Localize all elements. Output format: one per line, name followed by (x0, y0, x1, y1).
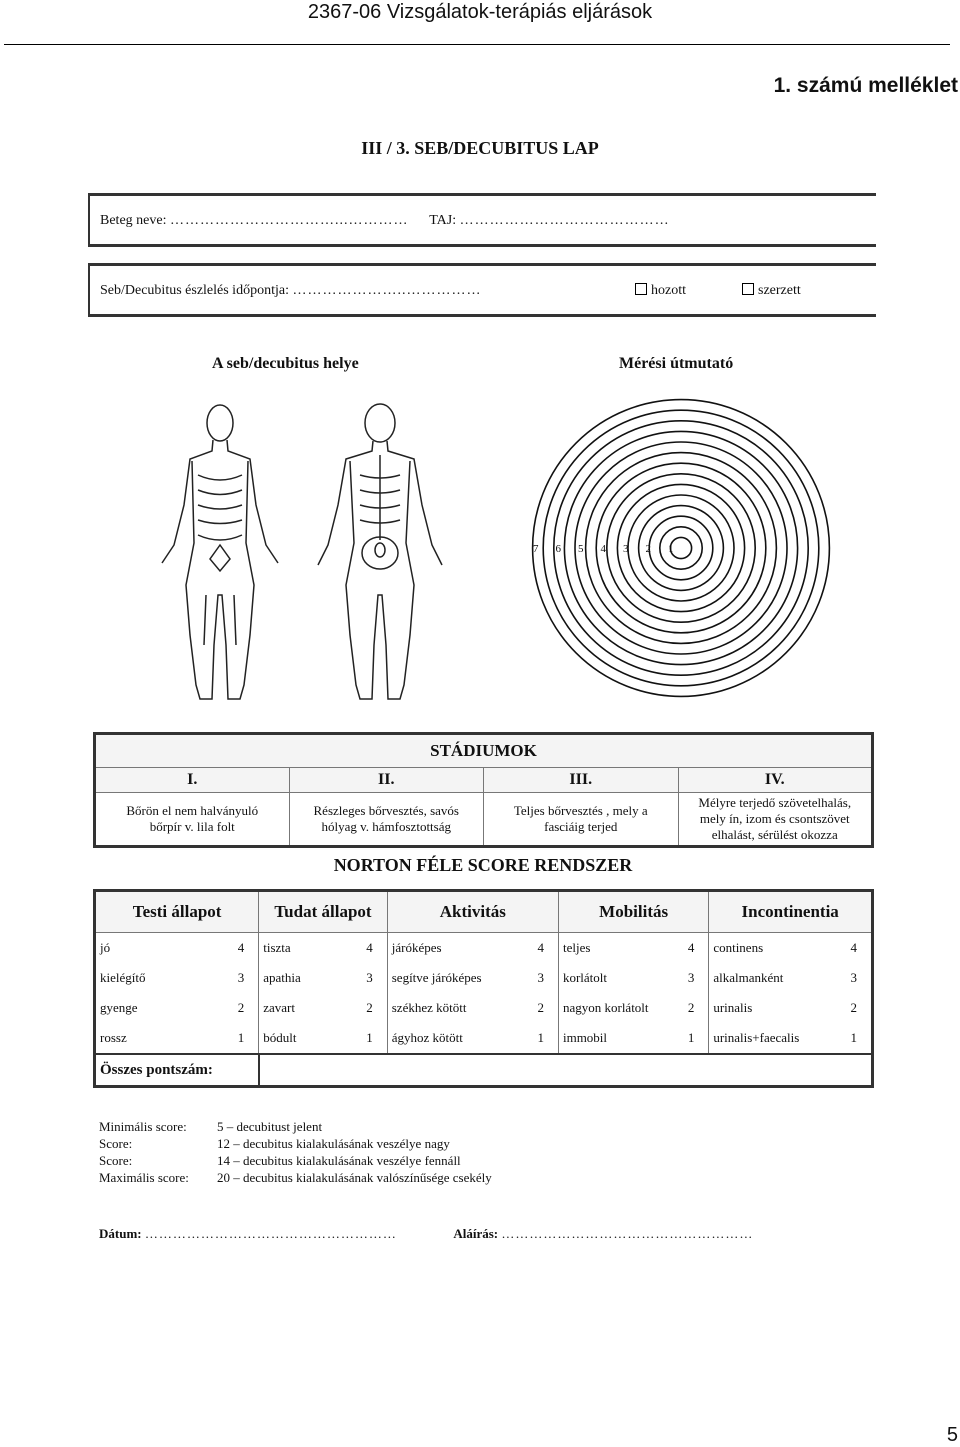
norton-cell-label: ágyhoz kötött (391, 1030, 463, 1045)
ring (596, 463, 766, 633)
ring-label: 5 (578, 543, 584, 555)
ring (628, 495, 734, 601)
norton-cell-label: járóképes (391, 940, 442, 955)
body-diagram (140, 395, 460, 715)
annex-label: 1. számú melléklet (773, 74, 958, 97)
opt-hozott-label: hozott (651, 283, 686, 298)
stage-desc-line: Mélyre terjedő szövetelhalás, (698, 795, 852, 810)
ring (617, 484, 744, 611)
norton-table (93, 889, 874, 1088)
measure-heading: Mérési útmutató (619, 355, 734, 372)
observed-date-field[interactable]: …………………..…………… (292, 283, 482, 298)
norton-header: Aktivitás (387, 891, 558, 933)
front-body-icon (162, 405, 278, 699)
stage-desc (95, 793, 290, 847)
score-legend (99, 1118, 492, 1186)
legend-key: Score: (99, 1136, 133, 1151)
norton-cell-value: 3 (839, 963, 873, 993)
norton-cell-value: 1 (678, 1023, 709, 1054)
legend-row (99, 1169, 492, 1186)
norton-header: Testi állapot (95, 891, 259, 933)
back-body-icon (318, 404, 442, 699)
stage-num: II. (289, 768, 484, 793)
date-label: Dátum: (99, 1226, 142, 1241)
measurement-target (528, 398, 834, 704)
norton-cell-label: bódult (263, 1030, 297, 1045)
signature-field[interactable]: ……………………………………………… (501, 1226, 754, 1241)
ring-label: 3 (623, 543, 629, 555)
opt-szerzett-label: szerzett (758, 283, 801, 298)
norton-cell-label: alkalmanként (713, 970, 784, 985)
stage-desc (678, 793, 873, 847)
form-title (0, 138, 960, 159)
checkbox-icon[interactable] (742, 283, 754, 295)
opt-hozott[interactable] (635, 283, 686, 299)
stage-desc-line: elhalást, sérülést okozza (711, 827, 838, 842)
norton-cell-label: jó (100, 940, 111, 955)
ring (554, 421, 808, 675)
norton-cell-value: 4 (358, 933, 387, 964)
norton-row (95, 993, 873, 1023)
norton-cell-value: 3 (678, 963, 709, 993)
norton-cell-label: rossz (100, 1030, 127, 1045)
norton-cell-label: kielégítő (100, 970, 146, 985)
norton-row (95, 963, 873, 993)
patient-name-field[interactable]: ……………………………...………… (169, 213, 409, 228)
stage-desc-line: mely ín, izom és csontszövet (699, 811, 850, 826)
stage-num: IV. (678, 768, 873, 793)
norton-cell-value: 2 (527, 993, 559, 1023)
norton-cell-label: nagyon korlátolt (562, 1000, 649, 1015)
norton-cell-label: teljes (562, 940, 591, 955)
total-field[interactable] (259, 1054, 873, 1087)
form-title-text: III / 3. SEB/DECUBITUS LAP (361, 138, 599, 158)
norton-cell-label: korlátolt (562, 970, 608, 985)
legend-row (99, 1152, 492, 1169)
norton-cell-value: 4 (527, 933, 559, 964)
ring-label: 6 (555, 543, 561, 555)
stage-desc-line: Bőrön el nem halványuló (126, 803, 259, 818)
ring-label: 1 (668, 543, 674, 555)
ring (607, 474, 755, 622)
patient-box (88, 193, 876, 247)
stage-desc-line: Részleges bőrvesztés, savós (313, 803, 459, 818)
norton-title: NORTON FÉLE SCORE RENDSZER (333, 855, 633, 875)
norton-cell-value: 2 (839, 993, 873, 1023)
norton-cell-value: 1 (527, 1023, 559, 1054)
signature-row (99, 1226, 753, 1242)
ring (639, 506, 724, 591)
ring-label: 4 (600, 543, 606, 555)
stage-num: I. (95, 768, 290, 793)
ring (586, 453, 777, 644)
observed-label: Seb/Decubitus észlelés időpontja: (100, 283, 289, 298)
norton-cell-label: continens (713, 940, 764, 955)
taj-field[interactable]: …………………………………… (459, 213, 670, 228)
norton-row (95, 1023, 873, 1054)
ring-label: 7 (533, 543, 539, 555)
page-number: 5 (946, 1424, 958, 1446)
norton-cell-value: 4 (678, 933, 709, 964)
observation-box (88, 263, 876, 317)
norton-cell-label: gyenge (100, 1000, 138, 1015)
stage-desc (484, 793, 679, 847)
stage-num: III. (484, 768, 679, 793)
norton-cell-value: 2 (219, 993, 259, 1023)
norton-cell-value: 4 (839, 933, 873, 964)
ring (649, 516, 713, 580)
patient-label: Beteg neve: (100, 213, 167, 228)
header-rule (4, 44, 950, 45)
norton-cell-value: 3 (358, 963, 387, 993)
stage-desc-line: fasciáig terjed (544, 819, 618, 834)
taj-label: TAJ: (429, 213, 457, 228)
norton-cell-label: urinalis (713, 1000, 753, 1015)
norton-header: Incontinentia (709, 891, 873, 933)
norton-row (95, 933, 873, 964)
stages-table (93, 732, 874, 848)
norton-cell-value: 1 (358, 1023, 387, 1054)
norton-cell-value: 2 (678, 993, 709, 1023)
page-header: 2367-06 Vizsgálatok-terápiás eljárások (307, 1, 653, 23)
total-label: Összes pontszám: (95, 1054, 259, 1087)
ring (660, 527, 702, 569)
norton-cell-value: 1 (219, 1023, 259, 1054)
stage-desc-line: bőrpír v. lila folt (149, 819, 235, 834)
legend-row (99, 1118, 492, 1135)
ring-label: 2 (645, 543, 651, 555)
norton-cell-value: 1 (839, 1023, 873, 1054)
stage-desc-line: Teljes bőrvesztés , mely a (513, 803, 648, 818)
stage-desc (289, 793, 484, 847)
legend-value: 14 – decubitus kialakulásának veszélye fennáll (217, 1153, 461, 1168)
ring (543, 410, 819, 686)
norton-header: Mobilitás (558, 891, 708, 933)
norton-cell-label: segítve járóképes (391, 970, 482, 985)
norton-cell-label: székhez kötött (391, 1000, 467, 1015)
norton-cell-value: 2 (358, 993, 387, 1023)
legend-key: Maximális score: (99, 1170, 189, 1185)
legend-value: 12 – decubitus kialakulásának veszélye nagy (217, 1136, 450, 1151)
legend-row (99, 1135, 492, 1152)
norton-header: Tudat állapot (259, 891, 387, 933)
norton-cell-value: 3 (219, 963, 259, 993)
date-field[interactable]: ……………………………………………… (144, 1226, 397, 1241)
ring (564, 431, 797, 664)
norton-cell-value: 4 (219, 933, 259, 964)
ring (670, 537, 691, 558)
norton-cell-label: apathia (263, 970, 301, 985)
legend-key: Score: (99, 1153, 133, 1168)
norton-cell-label: zavart (263, 1000, 296, 1015)
legend-value: 5 – decubitust jelent (217, 1119, 323, 1134)
norton-cell-label: urinalis+faecalis (713, 1030, 800, 1045)
opt-szerzett[interactable] (742, 283, 801, 299)
signature-label: Aláírás: (453, 1226, 499, 1241)
stages-title: STÁDIUMOK (95, 734, 873, 768)
checkbox-icon[interactable] (635, 283, 647, 295)
legend-key: Minimális score: (99, 1119, 187, 1134)
legend-value: 20 – decubitus kialakulásának valószínűsége csekély (217, 1170, 492, 1185)
norton-cell-value: 3 (527, 963, 559, 993)
norton-cell-label: immobil (562, 1030, 608, 1045)
norton-cell-label: tiszta (263, 940, 291, 955)
location-heading: A seb/decubitus helye (212, 355, 359, 372)
stage-desc-line: hólyag v. hámfosztottság (321, 819, 451, 834)
